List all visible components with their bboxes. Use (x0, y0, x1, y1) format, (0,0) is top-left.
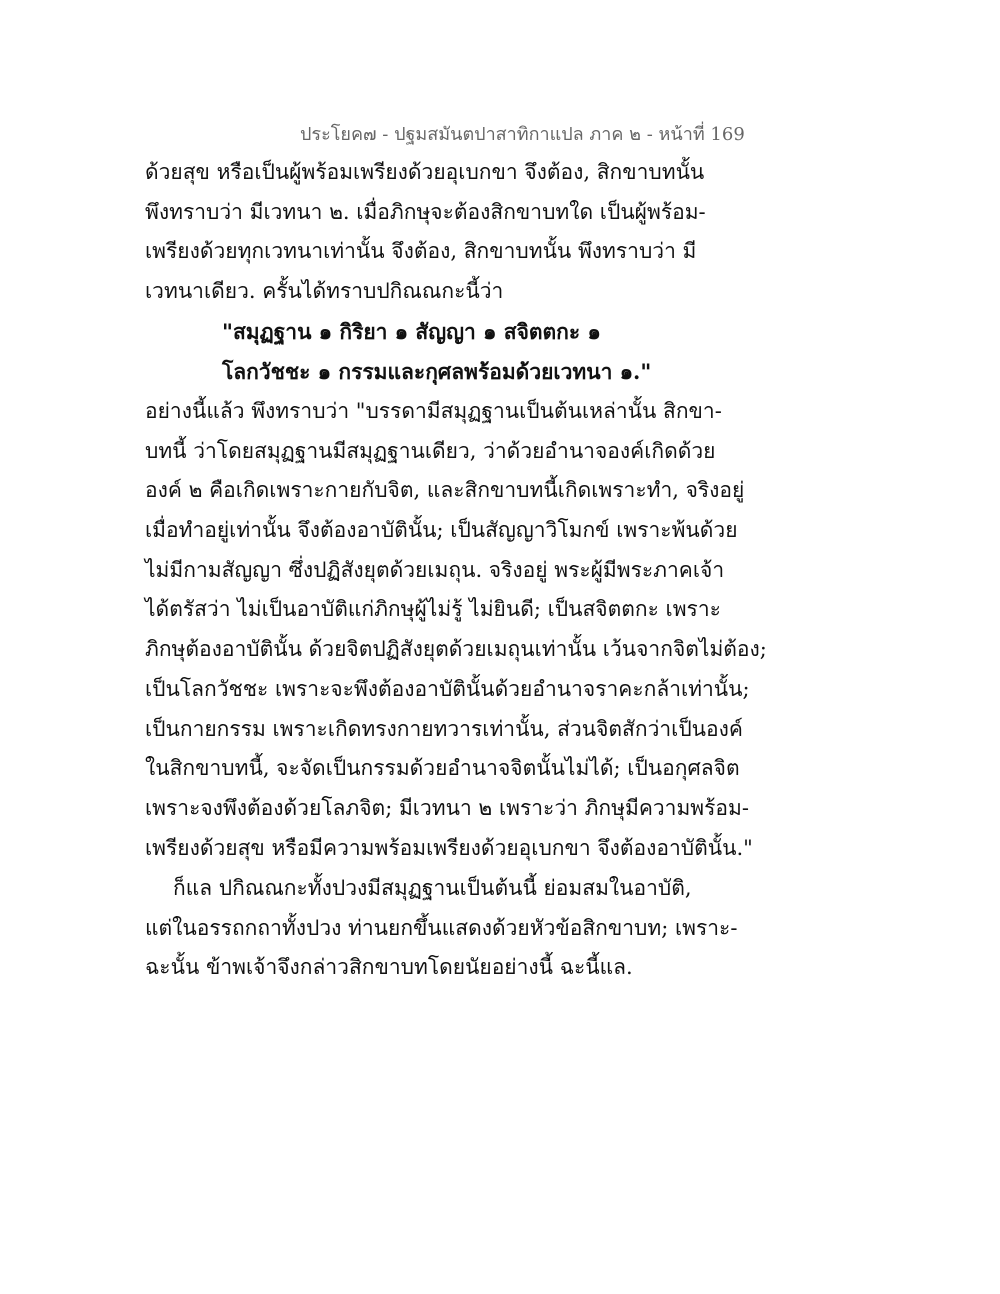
text-line: ไม่มีกามสัญญา ซึ่งปฏิสังยุตด้วยเมถุน. จริงอยู่ พระผู้มีพระภาคเจ้า (145, 557, 725, 582)
text-line: เมื่อทำอยู่เท่านั้น จึงต้องอาบัตินั้น; เป็นสัญญาวิโมกข์ เพราะพ้นด้วย (145, 518, 738, 543)
page-header (300, 120, 745, 150)
paragraph-2 (145, 392, 865, 868)
text-line: ก็แล ปกิณณกะทั้งปวงมีสมุฏฐานเป็นต้นนี้ ย่อมสมในอาบัติ, (173, 876, 692, 900)
text-line: ด้วยสุข หรือเป็นผู้พร้อมเพรียงด้วยอุเบกขา จึงต้อง, สิกขาบทนั้น (145, 160, 705, 184)
text-line: ได้ตรัสว่า ไม่เป็นอาบัติแก่ภิกษุผู้ไม่รู้ ไม่ยินดี; เป็นสจิตตกะ เพราะ (145, 597, 721, 622)
verse-line: "สมุฏฐาน ๑ กิริยา ๑ สัญญา ๑ สจิตตกะ ๑ (222, 319, 601, 344)
text-line: เป็นกายกรรม เพราะเกิดทรงกายทวารเท่านั้น, ส่วนจิตสักว่าเป็นองค์ (145, 716, 743, 741)
text-line: ฉะนั้น ข้าพเจ้าจึงกล่าวสิกขาบทโดยนัยอย่างนี้ ฉะนี้แล. (145, 955, 633, 980)
text-line: เพรียงด้วยสุข หรือมีความพร้อมเพรียงด้วยอุเบกขา จึงต้องอาบัตินั้น." (145, 835, 753, 860)
paragraph-1 (145, 153, 865, 312)
verse-block (222, 312, 862, 391)
text-line: องค์ ๒ คือเกิดเพราะกายกับจิต, และสิกขาบทนี้เกิดเพราะทำ, จริงอยู่ (145, 478, 745, 503)
text-line: เป็นโลกวัชชะ เพราะจะพึงต้องอาบัตินั้นด้วยอำนาจราคะกล้าเท่านั้น; (145, 676, 750, 701)
text-line: ในสิกขาบทนี้, จะจัดเป็นกรรมด้วยอำนาจจิตนั้นไม่ได้; เป็นอกุศลจิต (145, 756, 740, 781)
text-line: เพราะจงพึงต้องด้วยโลภจิต; มีเวทนา ๒ เพราะว่า ภิกษุมีความพร้อม- (145, 795, 749, 820)
running-title: ประโยค๗ - ปฐมสมันตปาสาทิกาแปล ภาค ๒ - หน้าที่ 169 (300, 124, 745, 145)
text-line: แต่ในอรรถกถาทั้งปวง ท่านยกขึ้นแสดงด้วยหัวข้อสิกขาบท; เพราะ- (145, 915, 738, 940)
text-line: เพรียงด้วยทุกเวทนาเท่านั้น จึงต้อง, สิกขาบทนั้น พึงทราบว่า มี (145, 239, 697, 264)
verse-line: โลกวัชชะ ๑ กรรมและกุศลพร้อมด้วยเวทนา ๑." (222, 358, 652, 384)
text-line: เวทนาเดียว. ครั้นได้ทราบปกิณณกะนี้ว่า (145, 279, 504, 304)
paragraph-3 (145, 869, 865, 988)
text-line: บทนี้ ว่าโดยสมุฏฐานมีสมุฏฐานเดียว, ว่าด้วยอำนาจองค์เกิดด้วย (145, 438, 716, 463)
text-line: ภิกษุต้องอาบัตินั้น ด้วยจิตปฏิสังยุตด้วยเมถุนเท่านั้น เว้นจากจิตไม่ต้อง; (145, 637, 767, 662)
text-line: อย่างนี้แล้ว พึงทราบว่า "บรรดามีสมุฏฐานเป็นต้นเหล่านั้น สิกขา- (145, 399, 722, 423)
text-line: พึงทราบว่า มีเวทนา ๒. เมื่อภิกษุจะต้องสิกขาบทใด เป็นผู้พร้อม- (145, 199, 706, 224)
